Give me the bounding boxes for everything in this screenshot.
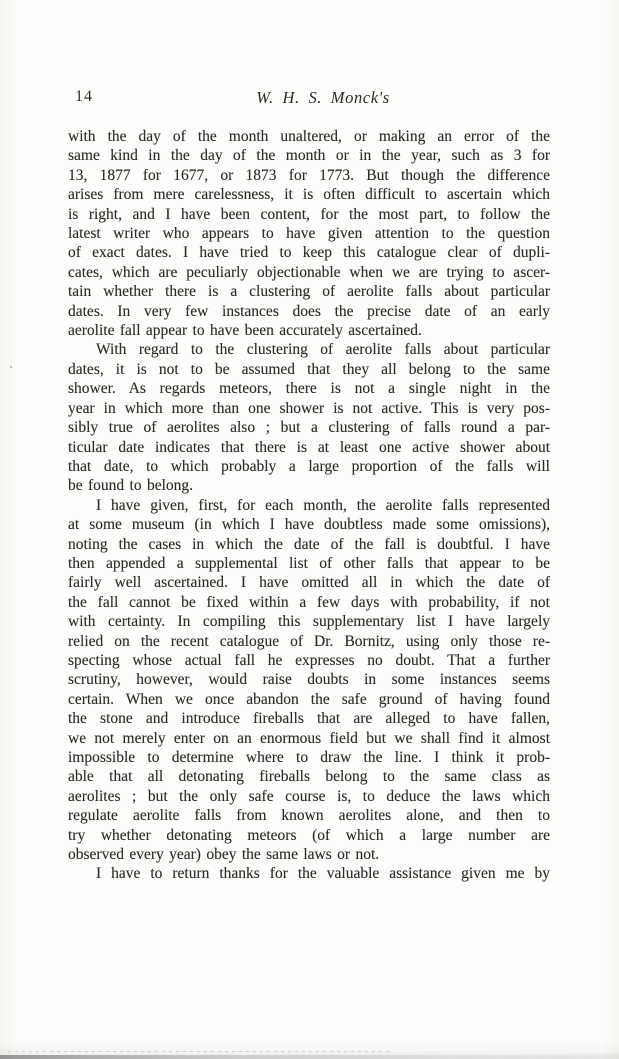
text-line: 13, 1877 for 1677, or 1873 for 1773. But though the difference [68, 166, 550, 184]
text-line: at some museum (in which I have doubtless made some omissions), [68, 516, 550, 534]
text-line: I have given, first, for each month, the aerolite falls represented [96, 496, 550, 514]
text-line: cates, which are peculiarly objectionable when we are trying to ascer- [68, 263, 550, 281]
text-line: aerolite fall appear to have been accurately ascertained. [68, 322, 422, 340]
text-line: the stone and introduce fireballs that are alleged to have fallen, [68, 710, 550, 728]
text-line: latest writer who appears to have given attention to the question [68, 225, 550, 243]
page-number: 14 [75, 88, 93, 105]
text-line: scrutiny, however, would raise doubts in some instances seems [68, 671, 550, 689]
text-line: dates. In very few instances does the precise date of an early [68, 302, 550, 320]
text-line: certain. When we once abandon the safe ground of having found [68, 690, 550, 708]
text-line: is right, and I have been content, for the most part, to follow the [68, 205, 550, 223]
text-line: with the day of the month unaltered, or making an error of the [68, 128, 550, 145]
text-line: be found to belong. [68, 477, 194, 495]
scan-speck-artifact [10, 366, 12, 368]
scan-bottom-edge-artifact [0, 1041, 619, 1059]
page-body [68, 127, 550, 884]
text-line: the fall cannot be fixed within a few days with probability, if not [68, 593, 550, 611]
text-line: tain whether there is a clustering of aerolite falls about particular [68, 283, 550, 301]
text-line: able that all detonating fireballs belong to the same class as [68, 768, 550, 786]
text-line: year in which more than one shower is not active. This is very pos- [68, 399, 550, 417]
text-line: shower. As regards meteors, there is not a single night in the [68, 380, 550, 398]
text-line: of exact dates. I have tried to keep this catalogue clear of dupli- [68, 244, 550, 262]
text-line: that date, to which probably a large proportion of the falls will [68, 457, 550, 475]
text-line: try whether detonating meteors (of which a large number are [68, 826, 550, 844]
text-line: impossible to determine where to draw the line. I think it prob- [68, 749, 550, 766]
text-line: we not merely enter on an enormous field but we shall find it almost [68, 729, 550, 747]
text-line: arises from mere carelessness, it is often difficult to ascertain which [68, 186, 550, 204]
text-line: ticular date indicates that there is at least one active shower about [68, 438, 550, 456]
running-header: W. H. S. Monck's [256, 88, 390, 107]
text-line: then appended a supplemental list of other falls that appear to be [68, 554, 550, 572]
text-line: aerolites ; but the only safe course is, to deduce the laws which [68, 787, 550, 805]
text-line: dates, it is not to be assumed that they all belong to the same [68, 360, 550, 378]
text-line: sibly true of aerolites also ; but a clustering of falls round a par- [68, 419, 550, 437]
text-line: fairly well ascertained. I have omitted all in which the date of [68, 574, 550, 592]
text-line: I have to return thanks for the valuable assistance given me by [96, 865, 550, 883]
text-line: with certainty. In compiling this supplementary list I have largely [68, 613, 550, 631]
text-line: With regard to the clustering of aerolite falls about particular [96, 341, 550, 359]
text-line: observed every year) obey the same laws or not. [68, 846, 380, 864]
text-line: same kind in the day of the month or in the year, such as 3 for [68, 147, 550, 165]
text-line: regulate aerolite falls from known aerolites alone, and then to [68, 807, 550, 825]
page-header [68, 88, 550, 110]
text-line: specting whose actual fall he expresses no doubt. That a further [68, 651, 550, 669]
text-line: noting the cases in which the date of the fall is doubtful. I have [68, 535, 550, 553]
text-line: relied on the recent catalogue of Dr. Bornitz, using only those re- [68, 632, 550, 650]
